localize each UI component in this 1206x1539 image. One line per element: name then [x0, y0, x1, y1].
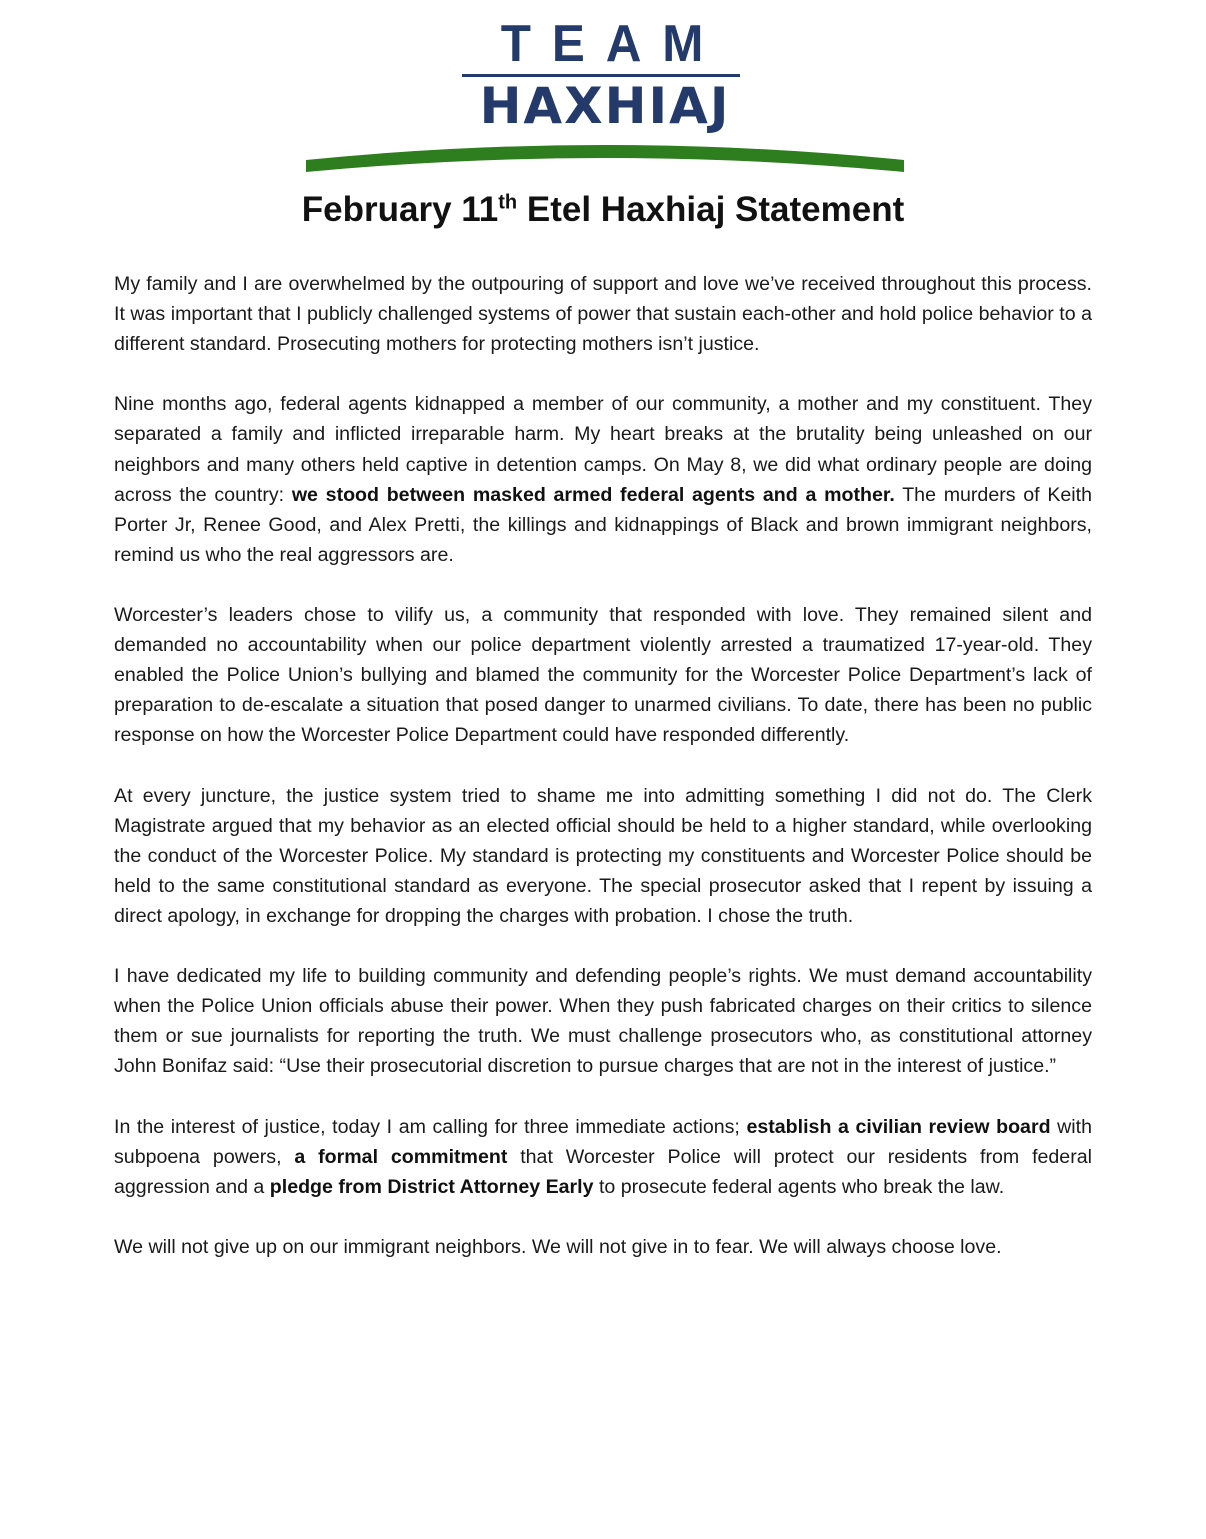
paragraph-text: Nine months ago, federal agents kidnapped a member of our community, a mother and my constituent. They separated a family and inflicted irreparable harm. My heart breaks at the brutality being unleashed on our neighbors and many others held captive in detention camps. On May 8, we did what ordinary people are doing across the country: [114, 393, 1092, 506]
paragraph-7 [114, 1232, 1092, 1262]
paragraph-text: Worcester’s leaders chose to vilify us, a community that responded with love. They remained silent and demanded no accountability when our police department violently arrested a traumatized 17-year-old. They enabled the Police Union’s bullying and blamed the community for the Worcester Police Department’s lack of preparation to de-escalate a situation that posed danger to unarmed civilians. To date, there has been no public response on how the Worcester Police Department could have responded differently. [114, 604, 1092, 747]
title-date-ordinal: th [498, 191, 518, 214]
paragraph-bold-text: establish a civilian review board [746, 1115, 1051, 1138]
paragraph-bold-text: pledge from District Attorney Early [269, 1175, 594, 1198]
paragraph-text: with subpoena powers, [114, 1115, 1093, 1168]
page-title [0, 186, 1206, 234]
paragraph-6 [114, 1112, 1092, 1202]
team-haxhiaj-logo [300, 12, 910, 172]
paragraph-text: At every juncture, the justice system tried to shame me into admitting something I did not do. The Clerk Magistrate argued that my behavior as an elected official should be held to a higher standard, while overlooking the conduct of the Worcester Police. My standard is protecting my constituents and Worcester Police should be held to the same constitutional standard as everyone. The special prosecutor asked that I repent by issuing a direct apology, in exchange for dropping the charges with probation. I chose the truth. [114, 784, 1092, 927]
paragraph-bold-text: a formal commitment [294, 1145, 508, 1168]
title-date: February 11 [301, 190, 499, 229]
paragraph-text: that Worcester Police will protect our residents from federal aggression and a [114, 1145, 1092, 1198]
logo-team-text: TEAM [500, 15, 725, 73]
paragraph-3 [114, 600, 1092, 750]
paragraph-2 [114, 389, 1092, 570]
paragraph-text: I have dedicated my life to building community and defending people’s rights. We must demand accountability when the Police Union officials abuse their power. When they push fabricated charges on their critics to silence them or sue journalists for reporting the truth. We must challenge prosecutors who, as constitutional attorney John Bonifaz said: “Use their prosecutorial discretion to pursue charges that are not in the interest of justice.” [114, 965, 1092, 1078]
paragraph-text: The murders of Keith Porter Jr, Renee Good, and Alex Pretti, the killings and kidnappings of Black and brown immigrant neighbors, remind us who the real aggressors are. [114, 483, 1092, 566]
paragraph-text: In the interest of justice, today I am calling for three immediate actions; [114, 1115, 747, 1138]
paragraph-5 [114, 961, 1092, 1081]
logo-green-arc-icon [306, 134, 904, 174]
paragraph-4 [114, 781, 1092, 931]
paragraph-text: to prosecute federal agents who break the law. [593, 1175, 1005, 1198]
logo-haxhiaj-text: HAXHIAJ [479, 77, 731, 135]
statement-body [114, 269, 1092, 1292]
paragraph-text: We will not give up on our immigrant neighbors. We will not give in to fear. We will always choose love. [114, 1236, 1002, 1258]
paragraph-bold-text: we stood between masked armed federal agents and a mother. [291, 483, 895, 506]
paragraph-text: My family and I are overwhelmed by the outpouring of support and love we’ve received throughout this process. It was important that I publicly challenged systems of power that sustain each-other and hold police behavior to a different standard. Prosecuting mothers for protecting mothers isn’t justice. [114, 273, 1092, 356]
title-text: Etel Haxhiaj Statement [517, 190, 905, 229]
paragraph-1 [114, 269, 1092, 359]
